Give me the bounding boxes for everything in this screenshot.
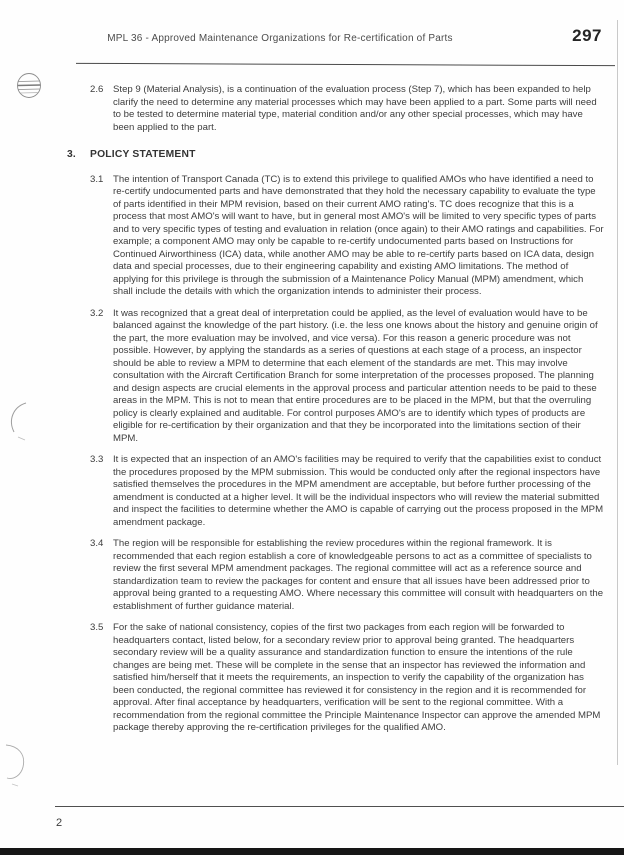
paragraph-number: 3.3 (90, 454, 104, 465)
document-body (67, 84, 604, 744)
paragraph-3-2 (90, 308, 604, 446)
paragraph-number: 3.2 (90, 307, 104, 319)
paragraph-number: 3.5 (90, 622, 104, 633)
paragraph-2-6 (90, 84, 604, 134)
paragraph-text: For the sake of national consistency, copies of the first two packages from each region will be forwarded to headquarters contact, listed below, for a secondary review prior to approval being granted. The headquarters secondary review will be a quality assurance and standardization function to ensure the intentions of the rule changes are being met. These will be complete in the sense that an inspector has reviewed the information and satisfied him/herself that it meets the requirements, an inspection to verify the capability of the organization has been conducted, the regional committee has reviewed it for consistency in the region and it is recommended for approval. After final acceptance by headquarters, verification will be sent to the regional committee. With a recommendation from the regional committee the Principle Maintenance Inspector can approve the amended MPM package thereby approving the re-certification privileges for the qualified AMO. (113, 622, 601, 733)
page-edge-line (617, 20, 618, 765)
paragraph-3-1 (90, 174, 604, 299)
header-page-number: 297 (572, 26, 602, 45)
paragraph-text: It was recognized that a great deal of interpretation could be applied, as the level of evaluation would have to be balanced against the knowledge of the part history. (i.e. the less one knows about the history and genuine origin of the part, the more evaluation may be involved, and vice versa). For this reason a generic procedure was not possible. However, by applying the standards as a series of questions at each stage of a process, an inspector should be able to review a MPM to determine that each element of the standards are met. This may involve consultation with the Aircraft Certification Branch for some interpretation of the processes proposed. The planning and design aspects are crucial elements in the approval process and particular attention needs to be paid to these areas in the MPM. This is not to mean that entire procedures are to be placed in the MPM, but that the overruling policy is clearly explained and auditable. For control purposes AMO's are to identify which types of products are eligible for re-certification by their organization and that they be incorporated into the limitations section of their MPM. (113, 307, 598, 444)
punch-hole-mark-icon (16, 72, 42, 104)
paragraph-text: It is expected that an inspection of an AMO's facilities may be required to verify that the capabilities exist to conduct the procedures proposed by the MPM submission. This would be conducted only after the regional inspectors have satisfied themselves the procedures in the MPM amendment are acceptable, but before further processing of the amendment is conducted at a higher level. It will be the individual inspectors who will review the material submitted and inspect the facilities to determine whether the AMO is capable of carrying out the process proposed in the MPM amendment package. (113, 454, 604, 528)
paragraph-3-5 (90, 622, 604, 735)
document-header-title: MPL 36 - Approved Maintenance Organizations for Re-certification of Parts (107, 33, 453, 44)
paragraph-text: The intention of Transport Canada (TC) is to extend this privilege to qualified AMOs who have identified a need to re-certify undocumented parts and have demonstrated that they hold the necessary capability to evaluate the type of parts identified in their MPM revision, based on their current AMO rating's. TC does recognize that this is a process that most AMO's will want to have, but in general most AMO's will be limited to very specific types of parts and to very specific types of testing and evaluation in relation (once again) to their AMO ratings and capabilities. For example; a component AMO may only be capable to re-certify undocumented parts based on Instructions for Continued Airworthiness (ICA) data, while another AMO may be able to re-certify parts based on ICA data, design data and special processes, due to their engineering capability and existing AMO limitations. The method of applying for this privilege is through the submission of a Maintenance Policy Manual (MPM) amendment, which shall include the details with which the organization intends to administer their process. (113, 173, 604, 297)
scan-artifact-arc-bottom (2, 744, 36, 799)
footer-page-number: 2 (56, 817, 63, 829)
paragraph-text: Step 9 (Material Analysis), is a continuation of the evaluation process (Step 7), which has been expanded to help clarify the need to determine any material processes which may have been applied to a part. Some parts will need to be tested to determine material type, material condition and/or any other special processes, which may have been applied to the part. (113, 84, 597, 133)
paragraph-number: 3.4 (90, 538, 104, 549)
section-number: 3. (67, 149, 76, 160)
paragraph-number: 2.6 (90, 84, 104, 95)
paragraph-number: 3.1 (90, 173, 104, 185)
footer-rule (55, 806, 624, 807)
paragraph-3-3 (90, 454, 604, 529)
paragraph-text: The region will be responsible for establishing the review procedures within the regional framework. It is recommended that each region establish a core of knowledgeable persons to act as a committee of specialists to review the first several MPM amendment packages. The regional committee will act as a reference source and standardization team to review the packages for content and ensure that all issues have been addressed prior to approval being granted to a requesting AMO. Where necessary this committee will consult with headquarters on the establishment of further guidance material. (113, 538, 604, 612)
section-title: POLICY STATEMENT (90, 149, 196, 160)
scan-border-bottom (0, 848, 624, 855)
scan-artifact-arc-middle (6, 401, 36, 450)
header-rule (76, 63, 615, 66)
section-heading-policy-statement (67, 149, 604, 162)
paragraph-3-4 (90, 538, 604, 613)
